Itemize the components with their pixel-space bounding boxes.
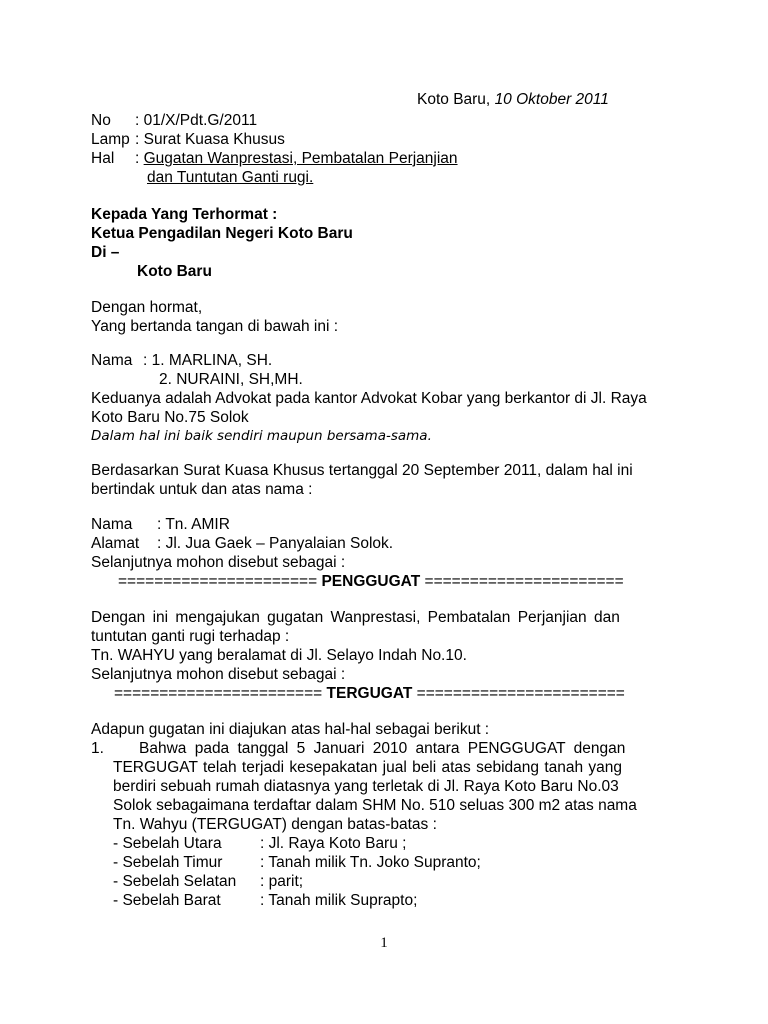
attorney-label: Nama [91,352,133,369]
salutation: Dengan hormat, [91,299,203,316]
border-side: - Sebelah Utara [113,835,222,852]
attachment-value: : Surat Kuasa Khusus [135,131,285,148]
date-value: 10 Oktober 2011 [494,91,609,108]
plaintiff-bar-right: ====================== [424,573,624,590]
defendant-line: Tn. WAHYU yang beralamat di Jl. Selayo Indah No.10. [91,647,467,664]
attachment-line [91,130,285,149]
attachment-label: Lamp [91,131,130,148]
subject-colon: : [135,150,140,167]
number-line [91,111,257,130]
subject-label: Hal [91,150,115,167]
addressee-greeting: Kepada Yang Terhormat : [91,206,278,223]
item1-line3: berdiri sebuah rumah diatasnya yang terletak di Jl. Raya Koto Baru No.03 [113,778,619,795]
attorney-note: Dalam hal ini baik sendiri maupun bersama-sama. [91,428,432,444]
item1-line5: Tn. Wahyu (TERGUGAT) dengan batas-batas : [113,816,437,833]
claim-line2: tuntutan ganti rugi terhadap : [91,628,290,645]
plaintiff-called: Selanjutnya mohon disebut sebagai : [91,554,346,571]
subject-value-line2: dan Tuntutan Ganti rugi. [147,169,314,186]
attorney-name2: 2. NURAINI, SH,MH. [159,371,303,388]
plaintiff-address-line [91,534,393,553]
plaintiff-name-value: : Tn. AMIR [157,516,230,533]
body-intro: Adapun gugatan ini diajukan atas hal-hal sebagai berikut : [91,721,490,738]
addressee-at: Di – [91,244,120,261]
defendant-heading [114,684,625,703]
page-number: 1 [380,935,388,951]
item1-number: 1. [91,740,104,757]
basis-line2: bertindak untuk dan atas nama : [91,481,313,498]
defendant-called: Selanjutnya mohon disebut sebagai : [91,666,346,683]
border-side: - Sebelah Barat [113,892,221,909]
letter-date [417,90,609,109]
subject-value-line1: Gugatan Wanprestasi, Pembatalan Perjanjian [143,150,458,167]
subject-continuation [147,168,313,187]
item1-line4: Solok sebagaimana terdaftar dalam SHM No. 510 seluas 300 m2 atas nama [113,797,637,814]
border-value: : parit; [260,873,304,890]
plaintiff-address-label: Alamat [91,535,140,552]
claim-line1 [91,608,677,627]
border-item [113,891,417,910]
undersigned-intro: Yang bertanda tangan di bawah ini : [91,318,339,335]
plaintiff-title: PENGGUGAT [321,573,421,590]
date-place: Koto Baru, [417,91,491,108]
border-item [113,853,481,872]
plaintiff-name-label: Nama [91,516,133,533]
plaintiff-name-line [91,515,230,534]
plaintiff-heading [118,572,624,591]
border-item [113,834,406,853]
attorney-desc-line1: Keduanya adalah Advokat pada kantor Advokat Kobar yang berkantor di Jl. Raya [91,390,647,407]
claim-line1-text: Dengan ini mengajukan gugatan Wanprestasi, Pembatalan Perjanjian dan [91,609,620,626]
item1-line1: Bahwa pada tanggal 5 Januari 2010 antara PENGGUGAT dengan [139,740,626,757]
border-value: : Tanah milik Suprapto; [260,892,418,909]
border-side: - Sebelah Selatan [113,873,237,890]
subject-line [91,149,458,168]
plaintiff-bar-left: ====================== [118,573,318,590]
number-value: : 01/X/Pdt.G/2011 [135,112,258,129]
addressee-title: Ketua Pengadilan Negeri Koto Baru [91,225,353,242]
defendant-bar-left: ======================= [114,685,323,702]
plaintiff-address-value: : Jl. Jua Gaek – Panyalaian Solok. [157,535,394,552]
attorney-name1: : 1. MARLINA, SH. [143,352,273,369]
defendant-title: TERGUGAT [326,685,413,702]
border-item [113,872,303,891]
addressee-city: Koto Baru [137,263,212,280]
attorney-desc-line2: Koto Baru No.75 Solok [91,409,249,426]
basis-line1: Berdasarkan Surat Kuasa Khusus tertanggal 20 September 2011, dalam hal ini [91,462,633,479]
number-label: No [91,112,111,129]
item1-line2: TERGUGAT telah terjadi kesepakatan jual beli atas sebidang tanah yang [113,759,623,776]
attorney-line1 [91,351,272,370]
defendant-bar-right: ======================= [416,685,625,702]
border-value: : Jl. Raya Koto Baru ; [260,835,407,852]
border-side: - Sebelah Timur [113,854,223,871]
border-value: : Tanah milik Tn. Joko Supranto; [260,854,481,871]
